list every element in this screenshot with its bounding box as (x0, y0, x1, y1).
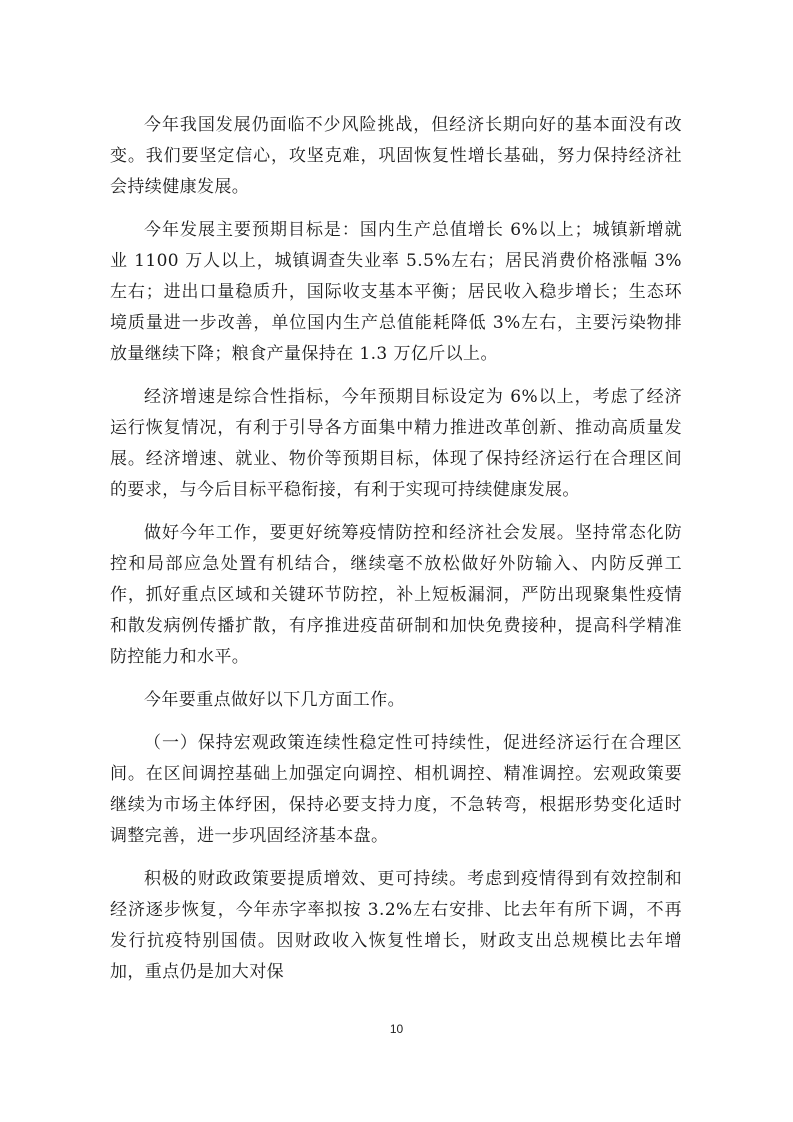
paragraph-targets: 今年发展主要预期目标是：国内生产总值增长 6%以上；城镇新增就业 1100 万人以上，城镇调查失业率 5.5%左右；居民消费价格涨幅 3%左右；进出口量稳质升，国际收支基本平衡；居民收入稳步增长；生态环境质量进一步改善，单位国内生产总值能耗降低 3%左右，主要污染物排放量继续下降；粮食产量保持在 1.3 万亿斤以上。 (110, 220, 682, 364)
page-number: 10 (389, 1022, 404, 1036)
paragraph-key-tasks-intro: 今年要重点做好以下几方面工作。 (144, 690, 405, 710)
paragraph-outlook: 今年我国发展仍面临不少风险挑战，但经济长期向好的基本面没有改变。我们要坚定信心，攻坚克难，巩固恢复性增长基础，努力保持经济社会持续健康发展。 (110, 115, 682, 197)
paragraph-growth-rate: 经济增速是综合性指标，今年预期目标设定为 6%以上，考虑了经济运行恢复情况，有利于引导各方面集中精力推进改革创新、推动高质量发展。经济增速、就业、物价等预期目标，体现了保持经济运行在合理区间的要求，与今后目标平稳衔接，有利于实现可持续健康发展。 (110, 387, 682, 500)
paragraph-fiscal-policy: 积极的财政政策要提质增效、更可持续。考虑到疫情得到有效控制和经济逐步恢复，今年赤字率拟按 3.2%左右安排、比去年有所下调，不再发行抗疫特别国债。因财政收入恢复性增长，财政支出总规模比去年增加，重点仍是加大对保 (110, 869, 682, 982)
paragraph-macro-policy: （一）保持宏观政策连续性稳定性可持续性，促进经济运行在合理区间。在区间调控基础上加强定向调控、相机调控、精准调控。宏观政策要继续为市场主体纾困，保持必要支持力度，不急转弯，根据形势变化适时调整完善，进一步巩固经济基本盘。 (110, 733, 682, 846)
paragraph-epidemic-control: 做好今年工作，要更好统筹疫情防控和经济社会发展。坚持常态化防控和局部应急处置有机结合，继续毫不放松做好外防输入、内防反弹工作，抓好重点区域和关键环节防控，补上短板漏洞，严防出现聚集性疫情和散发病例传播扩散，有序推进疫苗研制和加快免费接种，提高科学精准防控能力和水平。 (110, 523, 682, 667)
body-text (110, 110, 682, 1000)
